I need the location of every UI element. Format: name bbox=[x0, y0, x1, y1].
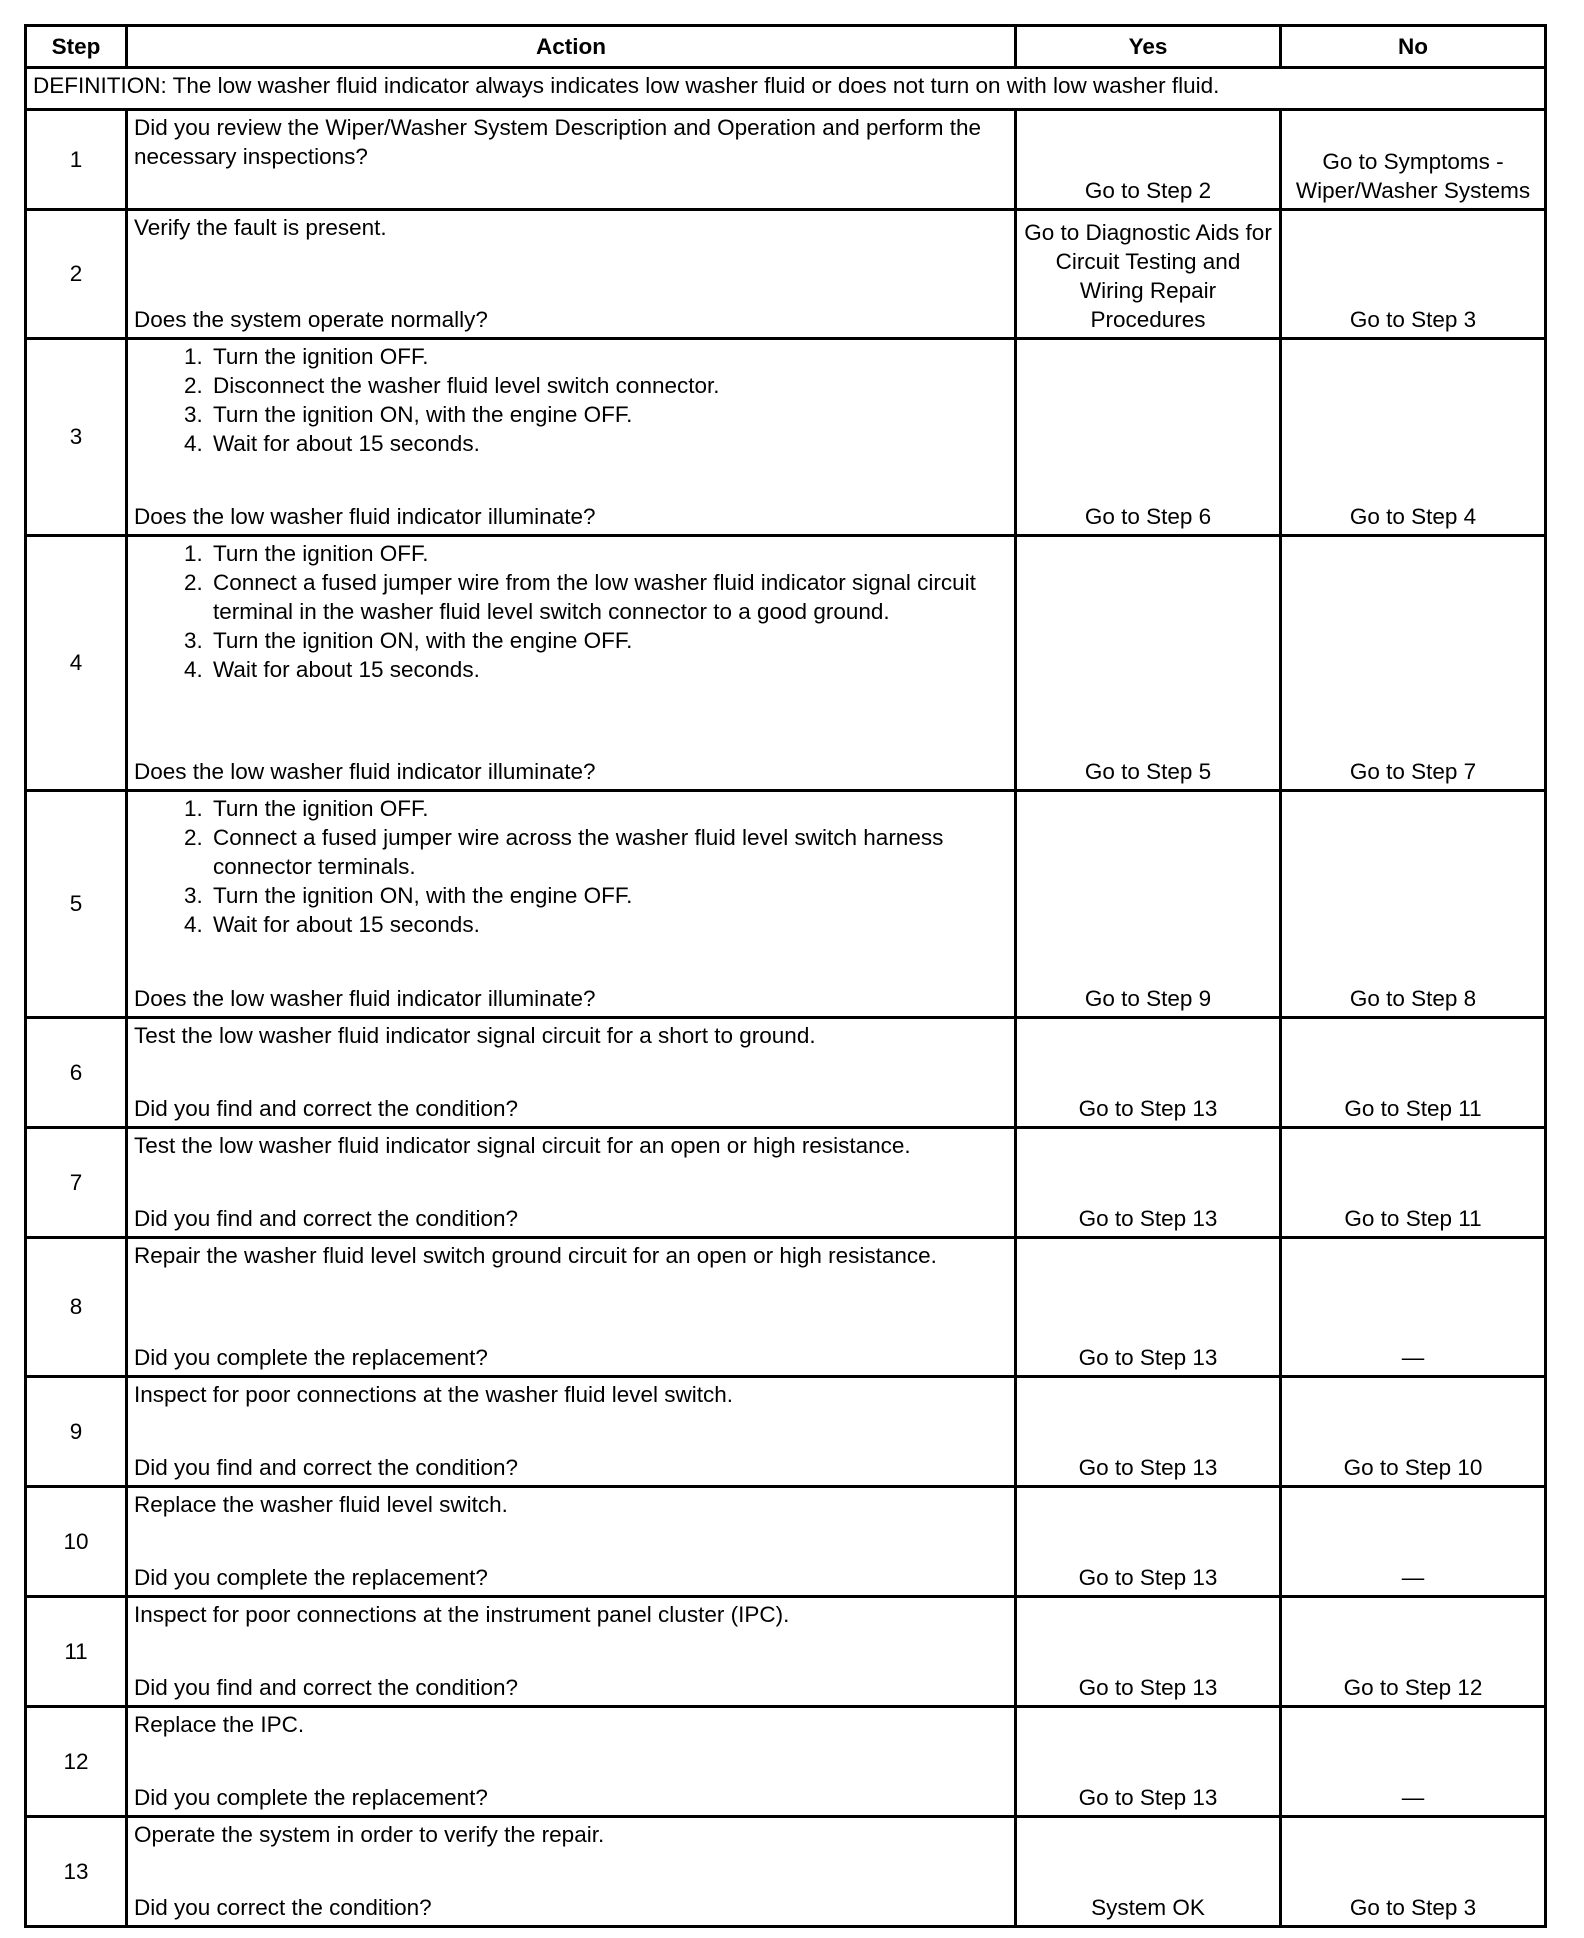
action-cell bbox=[127, 1238, 1016, 1377]
list-item: 1. Turn the ignition OFF. bbox=[184, 344, 429, 369]
action-cell bbox=[127, 1817, 1016, 1927]
no-cell: Go to Step 11 bbox=[1281, 1018, 1546, 1128]
action-text: Verify the fault is present. bbox=[134, 215, 387, 240]
table-row bbox=[26, 210, 1546, 339]
no-cell: Go to Step 7 bbox=[1281, 536, 1546, 791]
action-cell bbox=[127, 110, 1016, 210]
action-question: Does the low washer fluid indicator illuminate? bbox=[134, 986, 596, 1011]
action-cell bbox=[127, 1377, 1016, 1487]
action-question: Did you find and correct the condition? bbox=[134, 1455, 518, 1480]
action-question: Did you find and correct the condition? bbox=[134, 1675, 518, 1700]
header-row bbox=[26, 26, 1546, 68]
procedure-list bbox=[134, 539, 1008, 684]
action-text: Inspect for poor connections at the instrument panel cluster (IPC). bbox=[134, 1602, 790, 1627]
step-number: 4 bbox=[26, 536, 127, 791]
yes-cell: Go to Step 13 bbox=[1016, 1377, 1281, 1487]
action-text: Repair the washer fluid level switch ground circuit for an open or high resistance. bbox=[134, 1243, 937, 1268]
list-item: 2. Disconnect the washer fluid level switch connector. bbox=[184, 373, 720, 398]
step-number: 6 bbox=[26, 1018, 127, 1128]
action-cell bbox=[127, 1128, 1016, 1238]
action-text: Operate the system in order to verify the repair. bbox=[134, 1822, 605, 1847]
step-number: 2 bbox=[26, 210, 127, 339]
action-cell bbox=[127, 339, 1016, 536]
header-yes: Yes bbox=[1016, 26, 1281, 68]
step-number: 8 bbox=[26, 1238, 127, 1377]
action-text: Replace the washer fluid level switch. bbox=[134, 1492, 508, 1517]
no-cell: — bbox=[1281, 1707, 1546, 1817]
yes-cell: Go to Step 2 bbox=[1016, 110, 1281, 210]
list-item: 2. Connect a fused jumper wire from the low washer fluid indicator signal circuit terminal in the washer fluid level switch connector to a good ground. bbox=[184, 570, 976, 624]
no-cell: Go to Step 11 bbox=[1281, 1128, 1546, 1238]
list-item: 3. Turn the ignition ON, with the engine OFF. bbox=[184, 402, 633, 427]
list-item: 2. Connect a fused jumper wire across the washer fluid level switch harness connector terminals. bbox=[184, 825, 944, 879]
table-row bbox=[26, 1018, 1546, 1128]
action-question: Did you complete the replacement? bbox=[134, 1345, 488, 1370]
header-no: No bbox=[1281, 26, 1546, 68]
header-step: Step bbox=[26, 26, 127, 68]
procedure-list bbox=[134, 794, 1008, 939]
procedure-list bbox=[134, 342, 1008, 458]
step-number: 7 bbox=[26, 1128, 127, 1238]
yes-cell: Go to Step 13 bbox=[1016, 1128, 1281, 1238]
list-item: 4. Wait for about 15 seconds. bbox=[184, 657, 480, 682]
yes-cell: Go to Step 6 bbox=[1016, 339, 1281, 536]
step-number: 3 bbox=[26, 339, 127, 536]
yes-cell: Go to Step 13 bbox=[1016, 1707, 1281, 1817]
no-cell: Go to Step 10 bbox=[1281, 1377, 1546, 1487]
action-question: Did you correct the condition? bbox=[134, 1895, 432, 1920]
action-cell bbox=[127, 1597, 1016, 1707]
no-cell: Go to Step 8 bbox=[1281, 791, 1546, 1018]
no-cell: — bbox=[1281, 1238, 1546, 1377]
yes-cell: Go to Step 13 bbox=[1016, 1238, 1281, 1377]
list-item: 4. Wait for about 15 seconds. bbox=[184, 431, 480, 456]
table-row bbox=[26, 110, 1546, 210]
table-row bbox=[26, 791, 1546, 1018]
yes-cell: Go to Step 13 bbox=[1016, 1597, 1281, 1707]
list-item: 3. Turn the ignition ON, with the engine OFF. bbox=[184, 883, 633, 908]
action-question: Does the low washer fluid indicator illuminate? bbox=[134, 759, 596, 784]
no-cell: Go to Step 3 bbox=[1281, 1817, 1546, 1927]
yes-cell: Go to Step 5 bbox=[1016, 536, 1281, 791]
action-question: Did you complete the replacement? bbox=[134, 1565, 488, 1590]
step-number: 12 bbox=[26, 1707, 127, 1817]
yes-cell: System OK bbox=[1016, 1817, 1281, 1927]
yes-cell: Go to Step 13 bbox=[1016, 1487, 1281, 1597]
action-cell bbox=[127, 536, 1016, 791]
table-row bbox=[26, 1597, 1546, 1707]
step-number: 10 bbox=[26, 1487, 127, 1597]
step-number: 9 bbox=[26, 1377, 127, 1487]
action-cell bbox=[127, 1018, 1016, 1128]
diagnostic-table bbox=[24, 24, 1547, 1928]
list-item: 1. Turn the ignition OFF. bbox=[184, 541, 429, 566]
no-cell: Go to Step 4 bbox=[1281, 339, 1546, 536]
action-cell bbox=[127, 1707, 1016, 1817]
action-cell bbox=[127, 791, 1016, 1018]
yes-cell: Go to Step 13 bbox=[1016, 1018, 1281, 1128]
action-text: Inspect for poor connections at the washer fluid level switch. bbox=[134, 1382, 734, 1407]
action-text: Test the low washer fluid indicator signal circuit for an open or high resistance. bbox=[134, 1133, 911, 1158]
action-text: Replace the IPC. bbox=[134, 1712, 305, 1737]
action-cell bbox=[127, 210, 1016, 339]
step-number: 13 bbox=[26, 1817, 127, 1927]
action-question: Did you find and correct the condition? bbox=[134, 1206, 518, 1231]
table-row bbox=[26, 1128, 1546, 1238]
table-row bbox=[26, 1707, 1546, 1817]
action-text: Did you review the Wiper/Washer System Description and Operation and perform the necessary inspections? bbox=[134, 115, 982, 169]
action-question: Does the low washer fluid indicator illuminate? bbox=[134, 504, 596, 529]
action-text: Test the low washer fluid indicator signal circuit for a short to ground. bbox=[134, 1023, 816, 1048]
action-question: Does the system operate normally? bbox=[134, 307, 488, 332]
list-item: 1. Turn the ignition OFF. bbox=[184, 796, 429, 821]
action-question: Did you find and correct the condition? bbox=[134, 1096, 518, 1121]
table-row bbox=[26, 1817, 1546, 1927]
list-item: 3. Turn the ignition ON, with the engine OFF. bbox=[184, 628, 633, 653]
table-row bbox=[26, 536, 1546, 791]
definition-text: DEFINITION: The low washer fluid indicator always indicates low washer fluid or does not turn on with low washer fluid. bbox=[26, 68, 1546, 110]
step-number: 1 bbox=[26, 110, 127, 210]
table-row bbox=[26, 1377, 1546, 1487]
definition-row bbox=[26, 68, 1546, 110]
yes-cell: Go to Step 9 bbox=[1016, 791, 1281, 1018]
header-action: Action bbox=[127, 26, 1016, 68]
no-cell: — bbox=[1281, 1487, 1546, 1597]
diagnostic-table-container bbox=[24, 24, 1547, 1928]
table-row bbox=[26, 1238, 1546, 1377]
table-row bbox=[26, 339, 1546, 536]
step-number: 11 bbox=[26, 1597, 127, 1707]
no-cell: Go to Symptoms - Wiper/Washer Systems bbox=[1281, 110, 1546, 210]
no-cell: Go to Step 3 bbox=[1281, 210, 1546, 339]
action-cell bbox=[127, 1487, 1016, 1597]
action-question: Did you complete the replacement? bbox=[134, 1785, 488, 1810]
list-item: 4. Wait for about 15 seconds. bbox=[184, 912, 480, 937]
table-row bbox=[26, 1487, 1546, 1597]
step-number: 5 bbox=[26, 791, 127, 1018]
no-cell: Go to Step 12 bbox=[1281, 1597, 1546, 1707]
yes-cell: Go to Diagnostic Aids for Circuit Testing and Wiring Repair Procedures bbox=[1016, 210, 1281, 339]
